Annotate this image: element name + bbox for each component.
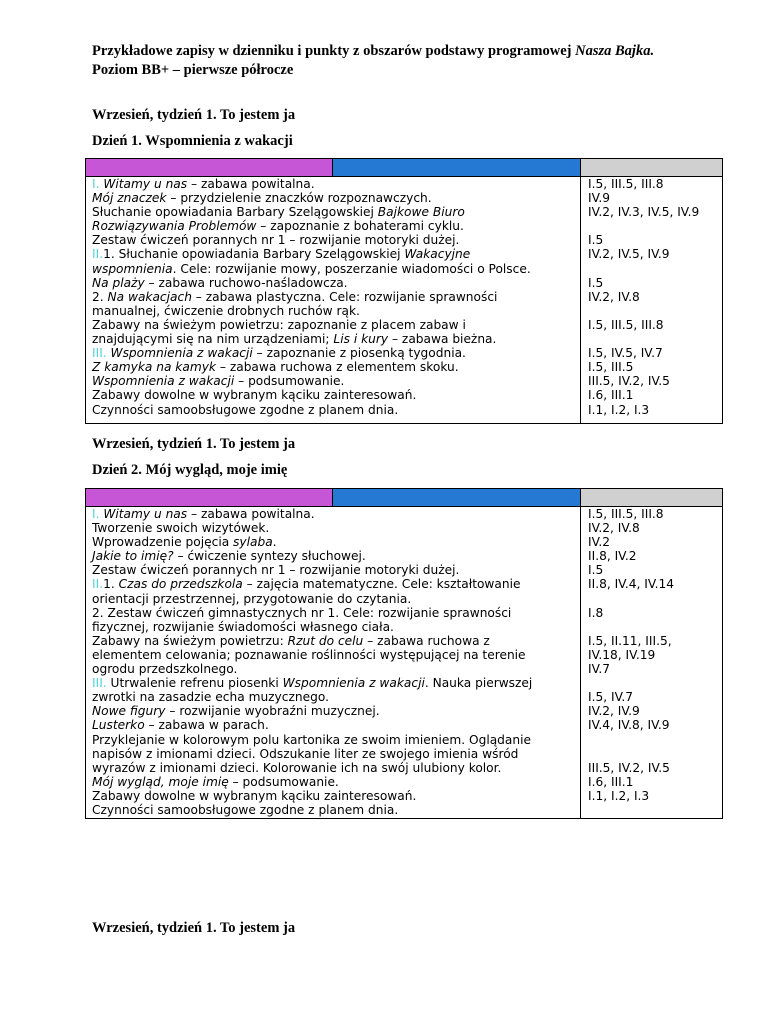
section-numeral: I. (92, 507, 104, 521)
curriculum-code: IV.2, IV.3, IV.5, IV.9 (588, 205, 700, 220)
activity-line (92, 304, 580, 318)
activity-text: – zabawa ruchowa z elementem skoku. (215, 360, 459, 375)
activity-text: Przyklejanie w kolorowym polu kartonika ze swoim imieniem. Oglądanie (92, 732, 531, 747)
curriculum-code: I.5, II.11, III.5, (588, 633, 672, 648)
curriculum-code: IV.4, IV.8, IV.9 (588, 718, 670, 733)
week-heading-3: Wrzesień, tydzień 1. To jestem ja (92, 920, 296, 936)
curriculum-code (588, 676, 722, 690)
activity-text: fizycznej, rozwijanie świadomości własnego ciała. (92, 619, 394, 634)
activity-line (92, 290, 580, 304)
activity-text: – przydzielenie znaczków rozpoznawczych. (166, 191, 432, 206)
activity-line (92, 634, 580, 648)
activity-text: Czynności samoobsługowe zgodne z planem dnia. (92, 802, 399, 817)
activity-line (92, 247, 580, 261)
activity-text: Wspomnienia z wakacji (282, 676, 425, 691)
activity-text: Czas do przedszkola (118, 577, 243, 592)
activity-line (92, 761, 580, 775)
curriculum-code: IV.7 (588, 662, 610, 677)
curriculum-code: I.1, I.2, I.3 (588, 788, 650, 803)
curriculum-code: I.5, III.5 (588, 360, 634, 375)
activity-line (92, 233, 580, 247)
section-numeral: III. (92, 346, 111, 361)
curriculum-code: I.5, III.5, III.8 (588, 177, 664, 191)
table-header-row (86, 489, 723, 507)
activity-text: Mój znaczek (92, 191, 167, 206)
activity-text: . (272, 535, 277, 550)
curriculum-code (588, 219, 722, 233)
activity-text: Lusterko (92, 718, 145, 733)
curriculum-code: I.5 (588, 233, 604, 248)
activity-line (92, 676, 580, 690)
header-cell-pink (86, 159, 333, 177)
activity-text: Wakacyjne (404, 247, 471, 262)
title-text: Przykładowe zapisy w dzienniku i punkty z obszarów podstawy programowej (92, 43, 576, 59)
activity-text: znajdującymi się na nim urządzeniami; (92, 332, 334, 347)
activity-text: Słuchanie opowiadania Barbary Szelągowskiej (92, 205, 378, 220)
curriculum-code: III.5, IV.2, IV.5 (588, 760, 670, 775)
activity-line (92, 606, 580, 620)
activity-text: . Nauka pierwszej (424, 676, 533, 691)
activity-text: – zabawa powitalna. (187, 177, 315, 191)
activity-text: sylaba (233, 535, 273, 550)
curriculum-code (588, 262, 722, 276)
activity-line (92, 577, 580, 591)
activity-text: 2. (92, 289, 108, 304)
curriculum-code: IV.2 (588, 535, 610, 550)
activity-line (92, 521, 580, 535)
section-numeral: III. (92, 676, 111, 691)
activity-text: Nowe figury (92, 704, 166, 719)
curriculum-code: IV.9 (588, 191, 610, 206)
table-body-row (86, 507, 723, 819)
activity-text: Wprowadzenie pojęcia (92, 535, 234, 550)
curriculum-code: II.8, IV.2 (588, 549, 637, 564)
activity-line (92, 191, 580, 205)
activity-line (92, 388, 580, 402)
activity-text: . Cele: rozwijanie mowy, poszerzanie wiadomości o Polsce. (172, 261, 531, 276)
activity-text: Zestaw ćwiczeń porannych nr 1 – rozwijanie motoryki dużej. (92, 563, 460, 578)
activity-text: 2. Zestaw ćwiczeń gimnastycznych nr 1. Cele: rozwijanie sprawności (92, 605, 512, 620)
activity-text: – zabawa powitalna. (187, 507, 315, 521)
curriculum-code: I.5, IV.7 (588, 690, 633, 705)
activity-text: – zapoznanie z piosenką tygodnia. (252, 346, 466, 361)
document-title (92, 42, 692, 80)
title-level: Poziom BB+ – pierwsze półrocze (92, 62, 294, 78)
activity-line (92, 535, 580, 549)
curriculum-codes-cell (581, 177, 723, 424)
activity-text: – zajęcia matematyczne. Cele: kształtowanie (242, 577, 521, 592)
activity-text: – zabawa ruchowa z (363, 633, 490, 648)
activity-line (92, 332, 580, 346)
activity-line (92, 374, 580, 388)
curriculum-code: IV.2, IV.5, IV.9 (588, 247, 670, 262)
curriculum-code: I.6, III.1 (588, 388, 634, 403)
header-cell-grey (581, 489, 723, 507)
activity-line (92, 177, 580, 191)
activity-text: manualnej, ćwiczenie drobnych ruchów rąk. (92, 303, 360, 318)
activity-text: Zabawy dowolne w wybranym kąciku zainteresowań. (92, 388, 417, 403)
curriculum-code: I.5, IV.5, IV.7 (588, 346, 663, 361)
curriculum-code (588, 733, 722, 747)
activity-text: – ćwiczenie syntezy słuchowej. (173, 549, 366, 564)
activity-text: Wspomnienia z wakacji (110, 346, 253, 361)
activity-text: – zapoznanie z bohaterami cyklu. (256, 219, 464, 234)
day1-plan-table (85, 158, 723, 424)
curriculum-code (588, 803, 722, 817)
activity-line (92, 648, 580, 662)
curriculum-code: I.5 (588, 275, 604, 290)
activity-text: Z kamyka na kamyk (92, 360, 216, 375)
activity-line (92, 803, 580, 817)
day-heading-2: Dzień 2. Mój wygląd, moje imię (92, 462, 288, 478)
day2-plan-table (85, 488, 723, 819)
curriculum-code (588, 332, 722, 346)
activity-text: Tworzenie swoich wizytówek. (92, 521, 270, 536)
curriculum-code (588, 620, 722, 634)
activity-text: wyrazów z imionami dzieci. Kolorowanie ich na swój ulubiony kolor. (92, 760, 502, 775)
activity-text: zwrotki na zasadzie echa muzycznego. (92, 690, 329, 705)
activity-text: Bajkowe Biuro (377, 205, 465, 220)
activity-line (92, 360, 580, 374)
activity-line (92, 690, 580, 704)
activity-line (92, 592, 580, 606)
activity-text: ogrodu przedszkolnego. (92, 662, 238, 677)
activity-text: – podsumowanie. (228, 774, 339, 789)
curriculum-code (588, 592, 722, 606)
activity-line (92, 346, 580, 360)
activity-line (92, 718, 580, 732)
curriculum-code: I.5 (588, 563, 604, 578)
activity-text: Na plaży (92, 275, 145, 290)
curriculum-code: I.5, III.5, III.8 (588, 317, 664, 332)
activity-text: Zabawy na świeżym powietrzu: (92, 633, 288, 648)
activity-text: – rozwijanie wyobraźni muzycznej. (165, 704, 380, 719)
curriculum-code: I.8 (588, 605, 604, 620)
activity-line (92, 219, 580, 233)
activity-line (92, 563, 580, 577)
activity-text: Rozwiązywania Problemów (92, 219, 257, 234)
activity-line (92, 789, 580, 803)
header-cell-blue (333, 489, 581, 507)
activity-text: – zabawa plastyczna. Cele: rozwijanie sprawności (191, 289, 498, 304)
activity-line (92, 662, 580, 676)
activity-line (92, 507, 580, 521)
curriculum-code: IV.2, IV.8 (588, 289, 640, 304)
curriculum-code: I.1, I.2, I.3 (588, 402, 650, 417)
activity-line (92, 733, 580, 747)
activity-text: Witamy u nas (103, 507, 188, 521)
curriculum-code: I.6, III.1 (588, 774, 634, 789)
section-numeral: I. (92, 177, 104, 191)
activity-line (92, 747, 580, 761)
title-italic: Nasza Bajka. (575, 43, 655, 59)
activity-line (92, 318, 580, 332)
day-heading-1: Dzień 1. Wspomnienia z wakacji (92, 133, 293, 149)
header-cell-blue (333, 159, 581, 177)
activity-line (92, 549, 580, 563)
activity-text: Wspomnienia z wakacji (92, 374, 235, 389)
activity-text: Czynności samoobsługowe zgodne z planem dnia. (92, 402, 399, 417)
activity-text: Rzut do celu (287, 633, 364, 648)
header-cell-grey (581, 159, 723, 177)
curriculum-code (588, 304, 722, 318)
activity-text: – zabawa ruchowo-naśladowcza. (144, 275, 348, 290)
activity-text: Utrwalenie refrenu piosenki (110, 676, 283, 691)
activity-text: Zabawy na świeżym powietrzu: zapoznanie z placem zabaw i (92, 317, 466, 332)
curriculum-code: IV.18, IV.19 (588, 647, 656, 662)
activity-text: 1. (103, 577, 119, 592)
week-heading-1: Wrzesień, tydzień 1. To jestem ja (92, 107, 296, 123)
activity-line (92, 775, 580, 789)
activity-line (92, 262, 580, 276)
curriculum-code: I.5, III.5, III.8 (588, 507, 664, 521)
table-header-row (86, 159, 723, 177)
activity-text: – zabawa bieżna. (388, 332, 497, 347)
activity-text: Jakie to imię? (92, 549, 174, 564)
activity-text: elementem celowania; poznawanie roślinności występującej na terenie (92, 647, 526, 662)
curriculum-code (588, 747, 722, 761)
activities-cell (86, 177, 581, 424)
activity-line (92, 403, 580, 417)
activity-text: Witamy u nas (103, 177, 188, 191)
week-heading-2: Wrzesień, tydzień 1. To jestem ja (92, 436, 296, 452)
activity-text: – zabawa w parach. (144, 718, 269, 733)
activity-text: napisów z imionami dzieci. Odszukanie liter ze swojego imienia wśród (92, 746, 519, 761)
activity-text: Zabawy dowolne w wybranym kąciku zainteresowań. (92, 788, 417, 803)
section-numeral: II. (92, 247, 104, 262)
activity-text: Mój wygląd, moje imię (92, 774, 229, 789)
activity-text: Na wakacjach (107, 289, 192, 304)
curriculum-code: IV.2, IV.8 (588, 521, 640, 536)
activity-text: Zestaw ćwiczeń porannych nr 1 – rozwijanie motoryki dużej. (92, 233, 460, 248)
activities-cell (86, 507, 581, 819)
curriculum-codes-cell (581, 507, 723, 819)
section-numeral: II. (92, 577, 104, 592)
activity-line (92, 704, 580, 718)
activity-text: – podsumowanie. (234, 374, 345, 389)
activity-line (92, 205, 580, 219)
activity-text: Lis i kury (333, 332, 389, 347)
activity-text: 1. Słuchanie opowiadania Barbary Szelągowskiej (103, 247, 405, 262)
activity-text: orientacji przestrzennej, przygotowanie do czytania. (92, 591, 412, 606)
curriculum-code: IV.2, IV.9 (588, 704, 640, 719)
activity-text: wspomnienia (92, 261, 173, 276)
table-body-row (86, 177, 723, 424)
header-cell-pink (86, 489, 333, 507)
curriculum-code: II.8, IV.4, IV.14 (588, 577, 675, 592)
curriculum-code: III.5, IV.2, IV.5 (588, 374, 670, 389)
activity-line (92, 276, 580, 290)
activity-line (92, 620, 580, 634)
